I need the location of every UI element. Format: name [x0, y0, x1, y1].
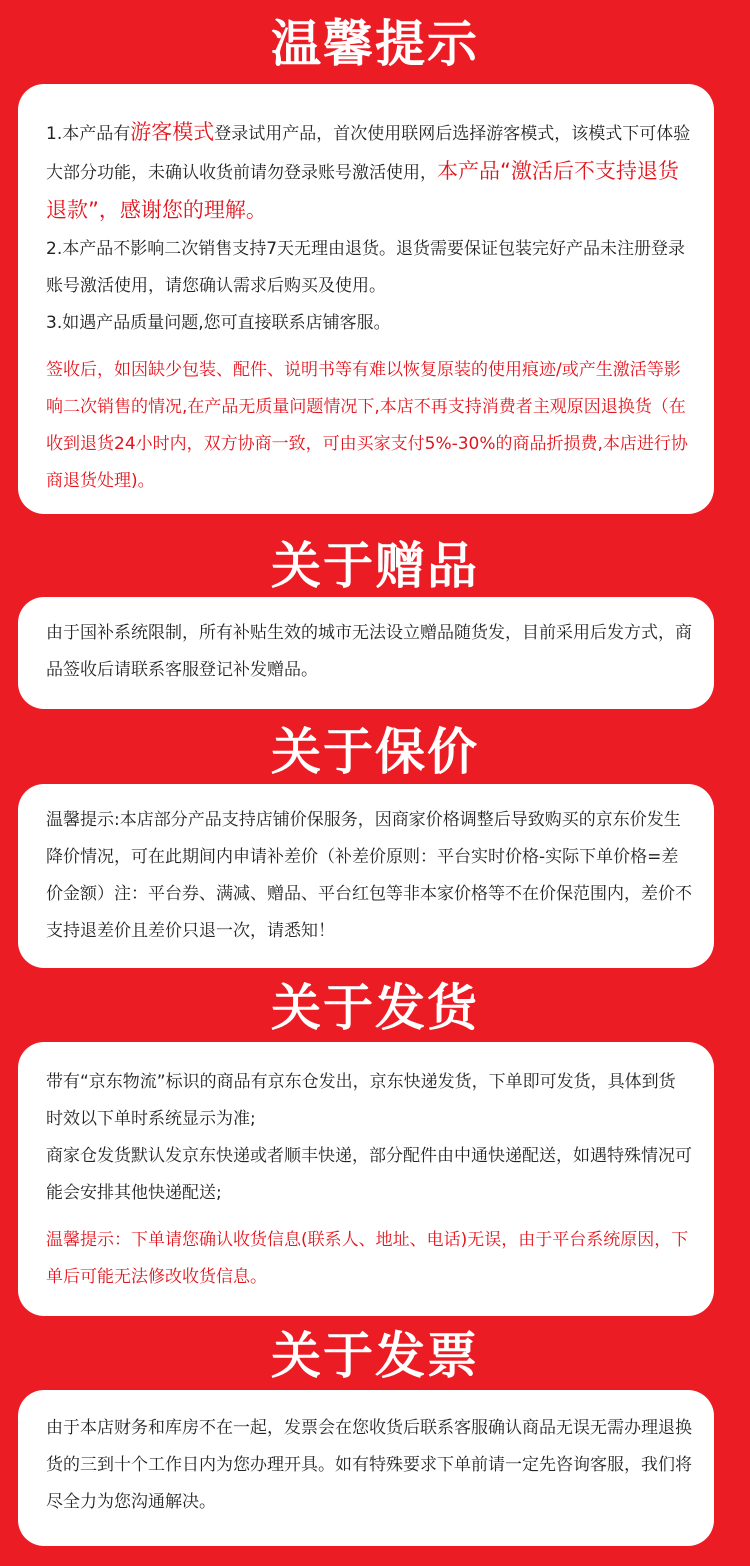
tips-item-1-guest-mode: 游客模式	[130, 120, 215, 144]
invoice-text: 由于本店财务和库房不在一起，发票会在您收货后联系客服确认商品无误无需办理退换货的三到十个工作日内为您办理开具。如有特殊要求下单前请一定先咨询客服，我们将尽全力为您沟通解决。	[46, 1418, 692, 1512]
shipping-text-1: 带有“京东物流”标识的商品有京东仓发出，京东快递发货，下单即可发货，具体到货时效以下单时系统显示为准;	[46, 1072, 676, 1129]
tips-item-2: 2.本产品不影响二次销售支持7天无理由退货。退货需要保证包装完好产品未注册登录账号激活使用，请您确认需求后购买及使用。	[46, 239, 686, 296]
gifts-card	[18, 597, 714, 709]
tips-item-1-no-return-notice: 本产品“激活后不支持退货退款”，感谢您的理解。	[46, 159, 679, 222]
invoice-card	[18, 1390, 714, 1546]
tips-item-3: 3.如遇产品质量问题,您可直接联系店铺客服。	[46, 313, 391, 333]
tips-item-1	[46, 114, 692, 231]
price-text: 温馨提示:本店部分产品支持店铺价保服务，因商家价格调整后导致购买的京东价发生降价情况，可在此期间内申请补差价（补差价原则：平台实时价格-实际下单价格=差价金额）注：平台券、满减、赠品、平台红包等非本家价格等不在价保范围内，差价不支持退差价且差价只退一次，请悉知！	[46, 810, 692, 941]
shipping-card	[18, 1042, 714, 1316]
tips-card	[18, 84, 714, 514]
tips-item-1-text-c: 登录试用产品，首次使用联网后选择游客模式，该模式下可体验大部分功能，未确认收货前请勿登录账号激活使用，	[46, 124, 691, 183]
tips-item-1-text-a: 1.本产品有	[46, 124, 131, 144]
shipping-text-2: 商家仓发货默认发京东快递或者顺丰快递，部分配件由中通快递配送，如遇特殊情况可能会安排其他快递配送;	[46, 1146, 692, 1203]
tips-title: 温馨提示	[271, 15, 479, 73]
shipping-title: 关于发货	[271, 979, 479, 1037]
shipping-notice: 温馨提示：下单请您确认收货信息(联系人、地址、电话)无误，由于平台系统原因，下单后可能无法修改收货信息。	[46, 1230, 689, 1287]
invoice-title: 关于发票	[271, 1327, 479, 1385]
tips-after-sign-notice: 签收后，如因缺少包装、配件、说明书等有难以恢复原装的使用痕迹/或产生激活等影响二次销售的情况,在产品无质量问题情况下,本店不再支持消费者主观原因退换货（在收到退货24小时内，双方协商一致，可由买家支付5%-30%的商品折损费,本店进行协商退货处理)。	[46, 360, 688, 491]
price-card	[18, 784, 714, 968]
price-title: 关于保价	[271, 723, 479, 781]
gifts-title: 关于赠品	[271, 537, 479, 595]
gifts-text: 由于国补系统限制，所有补贴生效的城市无法设立赠品随货发，目前采用后发方式，商品签收后请联系客服登记补发赠品。	[46, 623, 692, 680]
